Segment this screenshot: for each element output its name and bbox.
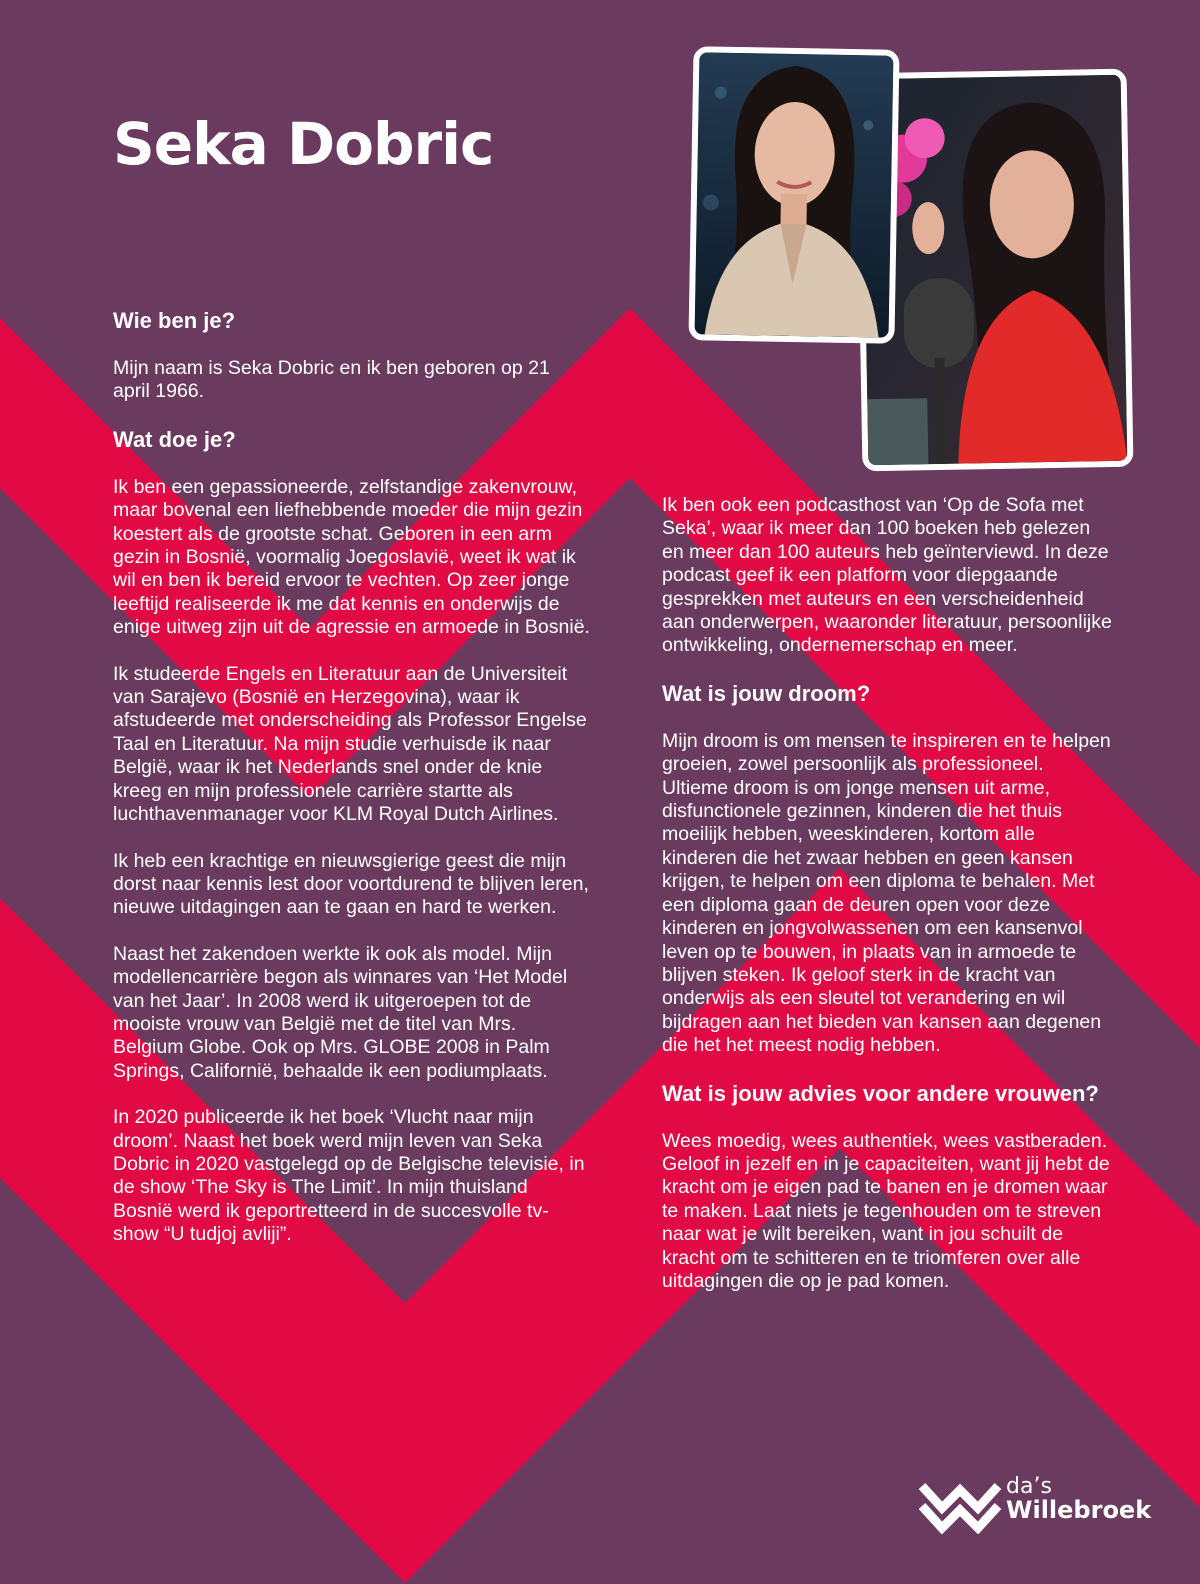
- logo-text-willebroek: Willebroek: [1006, 1496, 1152, 1524]
- heading-wat-doe-je: Wat doe je?: [113, 426, 236, 452]
- paragraph-studies: Ik studeerde Engels en Literatuur aan de Universiteit van Sarajevo (Bosnië en Herzegovina), waar ik afstudeerde met onderscheiding als Professor Engelse Taal en Literatuur. Na mijn studie verhuisde ik naar België, waar ik het Nederlands snel onder de knie kreeg en mijn professionele carrière startte als luchthavenmanager voor KLM Royal Dutch Airlines.: [113, 662, 587, 826]
- paragraph-background: Ik ben een gepassioneerde, zelfstandige zakenvrouw, maar bovenal een liefhebbende moeder die mijn gezin koestert als de grootste schat. Geboren in een arm gezin in Bosnië, voormalig Joegoslavië, weet ik wat ik wil en ben ik bereid ervoor te vechten. Op zeer jonge leeftijd realiseerde ik me dat kennis en onderwijs de enige uitweg zijn uit de agressie en armoede in Bosnië.: [113, 475, 590, 639]
- left-column: [113, 308, 591, 1270]
- heading-droom: Wat is jouw droom?: [662, 680, 871, 706]
- paragraph-advice: Wees moedig, wees authentiek, wees vastberaden. Geloof in jezelf en in je capaciteiten, want jij hebt de kracht om je eigen pad te banen en je dromen waar te maken. Laat niets je tegenhouden om te streven naar wat je wilt bereiken, want in jou schuilt de kracht om te schitteren en te triomferen over alle uitdagingen die op je pad komen.: [662, 1129, 1110, 1292]
- page-title: Seka Dobric: [113, 110, 494, 178]
- willebroek-w-icon: [918, 1478, 1002, 1534]
- portrait-photo: [688, 46, 899, 344]
- heading-wie-ben-je: Wie ben je?: [113, 308, 236, 333]
- logo-text-das: da’s: [1006, 1474, 1052, 1499]
- heading-advies: Wat is jouw advies voor andere vrouwen?: [662, 1080, 1099, 1106]
- paragraph-mindset: Ik heb een krachtige en nieuwsgierige geest die mijn dorst naar kennis lest door voortdurend te blijven leren, nieuwe uitdagingen aan te gaan en hard te werken.: [113, 849, 589, 919]
- right-column: [662, 494, 1112, 1316]
- das-willebroek-logo: [918, 1474, 1158, 1536]
- paragraph-dream: Mijn droom is om mensen te inspireren en te helpen groeien, zowel persoonlijk als professioneel. Ultieme droom is om jonge mensen uit arme, disfunctionele gezinnen, kinderen die het thuis moeilijk hebben, weeskinderen, kortom alle kinderen die het zwaar hebben en geen kansen krijgen, te helpen om een diploma te behalen. Met een diploma gaan de deuren open voor deze kinderen en jongvolwassenen om een kansenvol leven op te bouwen, in plaats van in armoede te blijven steken. Ik geloof sterk in de kracht van onderwijs als een sleutel tot verandering en wil bijdragen aan het bieden van kansen aan degenen die het het meest nodig hebben.: [662, 729, 1111, 1057]
- paragraph-book: In 2020 publiceerde ik het boek ‘Vlucht naar mijn droom’. Naast het boek werd mijn leven van Seka Dobric in 2020 vastgelegd op de Belgische televisie, in de show ‘The Sky is The Limit’. In mijn thuisland Bosnië werd ik geportretteerd in de succesvolle tv-show “U tudjoj avliji”.: [113, 1106, 585, 1246]
- paragraph-model: Naast het zakendoen werkte ik ook als model. Mijn modellencarrière begon als winnares van ‘Het Model van het Jaar’. In 2008 werd ik uitgeroepen tot de mooiste vrouw van België met de titel van Mrs. Belgium Globe. Ook op Mrs. GLOBE 2008 in Palm Springs, Californië, behaalde ik een podiumplaats.: [113, 942, 568, 1082]
- paragraph-podcast: Ik ben ook een podcasthost van ‘Op de Sofa met Seka’, waar ik meer dan 100 boeken heb gelezen en meer dan 100 auteurs heb geïnterviewd. In deze podcast geef ik een platform voor diepgaande gesprekken met auteurs en een verscheidenheid aan onderwerpen, waaronder literatuur, persoonlijke ontwikkeling, ondernemerschap en meer.: [662, 494, 1112, 657]
- paragraph-intro: Mijn naam is Seka Dobric en ik ben geboren op 21 april 1966.: [113, 357, 550, 403]
